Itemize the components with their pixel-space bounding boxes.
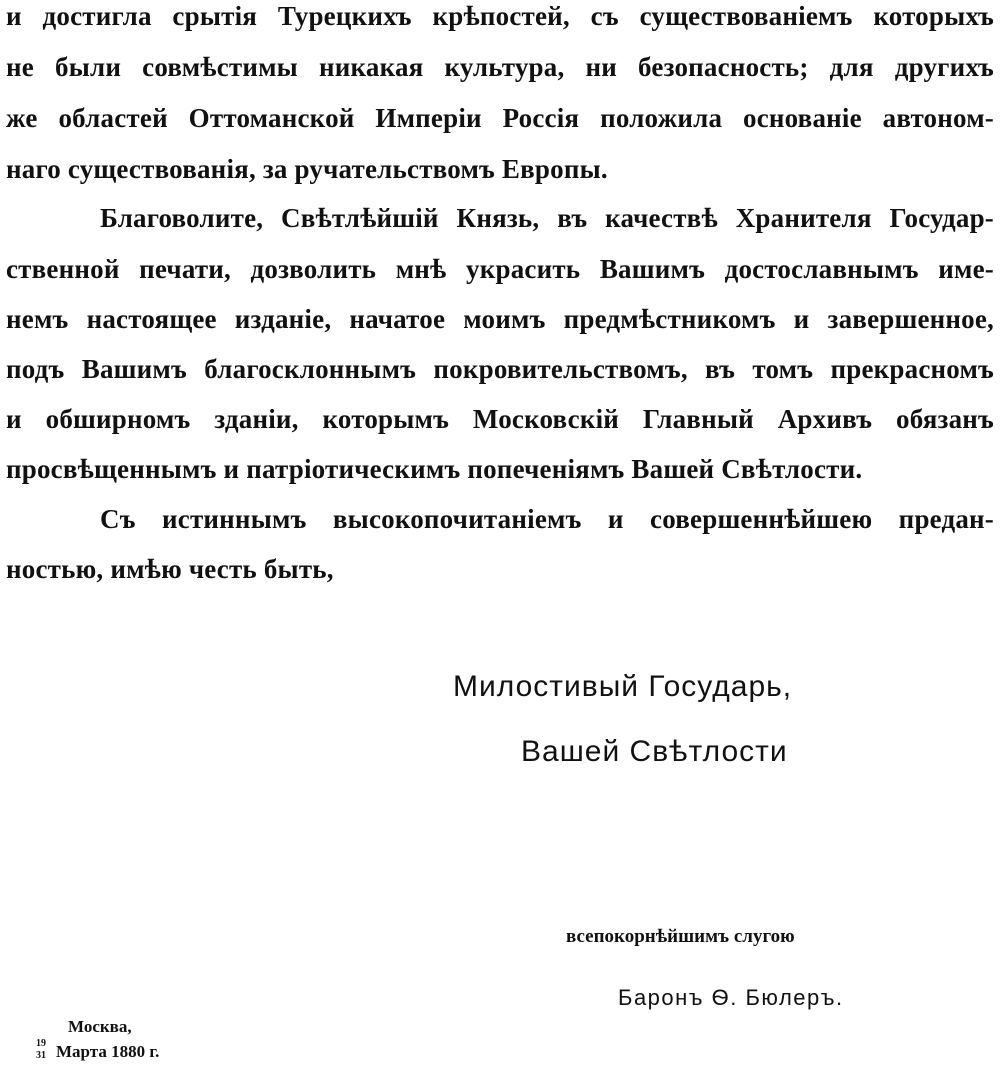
paragraph-line: наго существованія, за ручательствомъ Европы. bbox=[6, 154, 608, 184]
paragraph-line: не были совмѣстимы никакая культура, ни безопасность; для другихъ bbox=[6, 52, 994, 82]
paragraph-line: Благоволите, Свѣтлѣйшій Князь, въ качествѣ Хранителя Государ- bbox=[100, 203, 994, 233]
paragraph-line: и достигла срытія Турецкихъ крѣпостей, съ существованіемъ которыхъ bbox=[6, 1, 994, 31]
signature: Баронъ Ѳ. Бюлеръ. bbox=[618, 985, 844, 1010]
paragraph-line: немъ настоящее изданіе, начатое моимъ предмѣстникомъ и завершенное, bbox=[6, 304, 994, 334]
paragraph-line: же областей Оттоманской Имперіи Россія положила основаніе автоном- bbox=[6, 103, 994, 133]
addressee: Вашей Свѣтлости bbox=[521, 735, 788, 768]
paragraph-line: подъ Вашимъ благосклоннымъ покровительствомъ, въ томъ прекрасномъ bbox=[6, 354, 994, 384]
paragraph-line: ностью, имѣю честь быть, bbox=[6, 554, 334, 584]
dateline-date: Марта 1880 г. bbox=[56, 1042, 160, 1061]
salutation: Милостивый Государь, bbox=[453, 670, 793, 703]
paragraph-line: и обширномъ зданіи, которымъ Московскій Главный Архивъ обязанъ bbox=[6, 404, 994, 434]
dateline-day-top: 19 bbox=[36, 1038, 46, 1049]
paragraph-line: ственной печати, дозволить мнѣ украсить Вашимъ достославнымъ име- bbox=[6, 254, 994, 284]
paragraph-line: Съ истиннымъ высокопочитаніемъ и совершеннѣйшею предан- bbox=[100, 504, 994, 534]
servant-line: всепокорнѣйшимъ слугою bbox=[566, 926, 795, 947]
dateline-day-bottom: 31 bbox=[36, 1050, 46, 1061]
dateline-place: Москва, bbox=[68, 1017, 132, 1036]
paragraph-line: просвѣщеннымъ и патріотическимъ попеченіямъ Вашей Свѣтлости. bbox=[6, 454, 863, 484]
